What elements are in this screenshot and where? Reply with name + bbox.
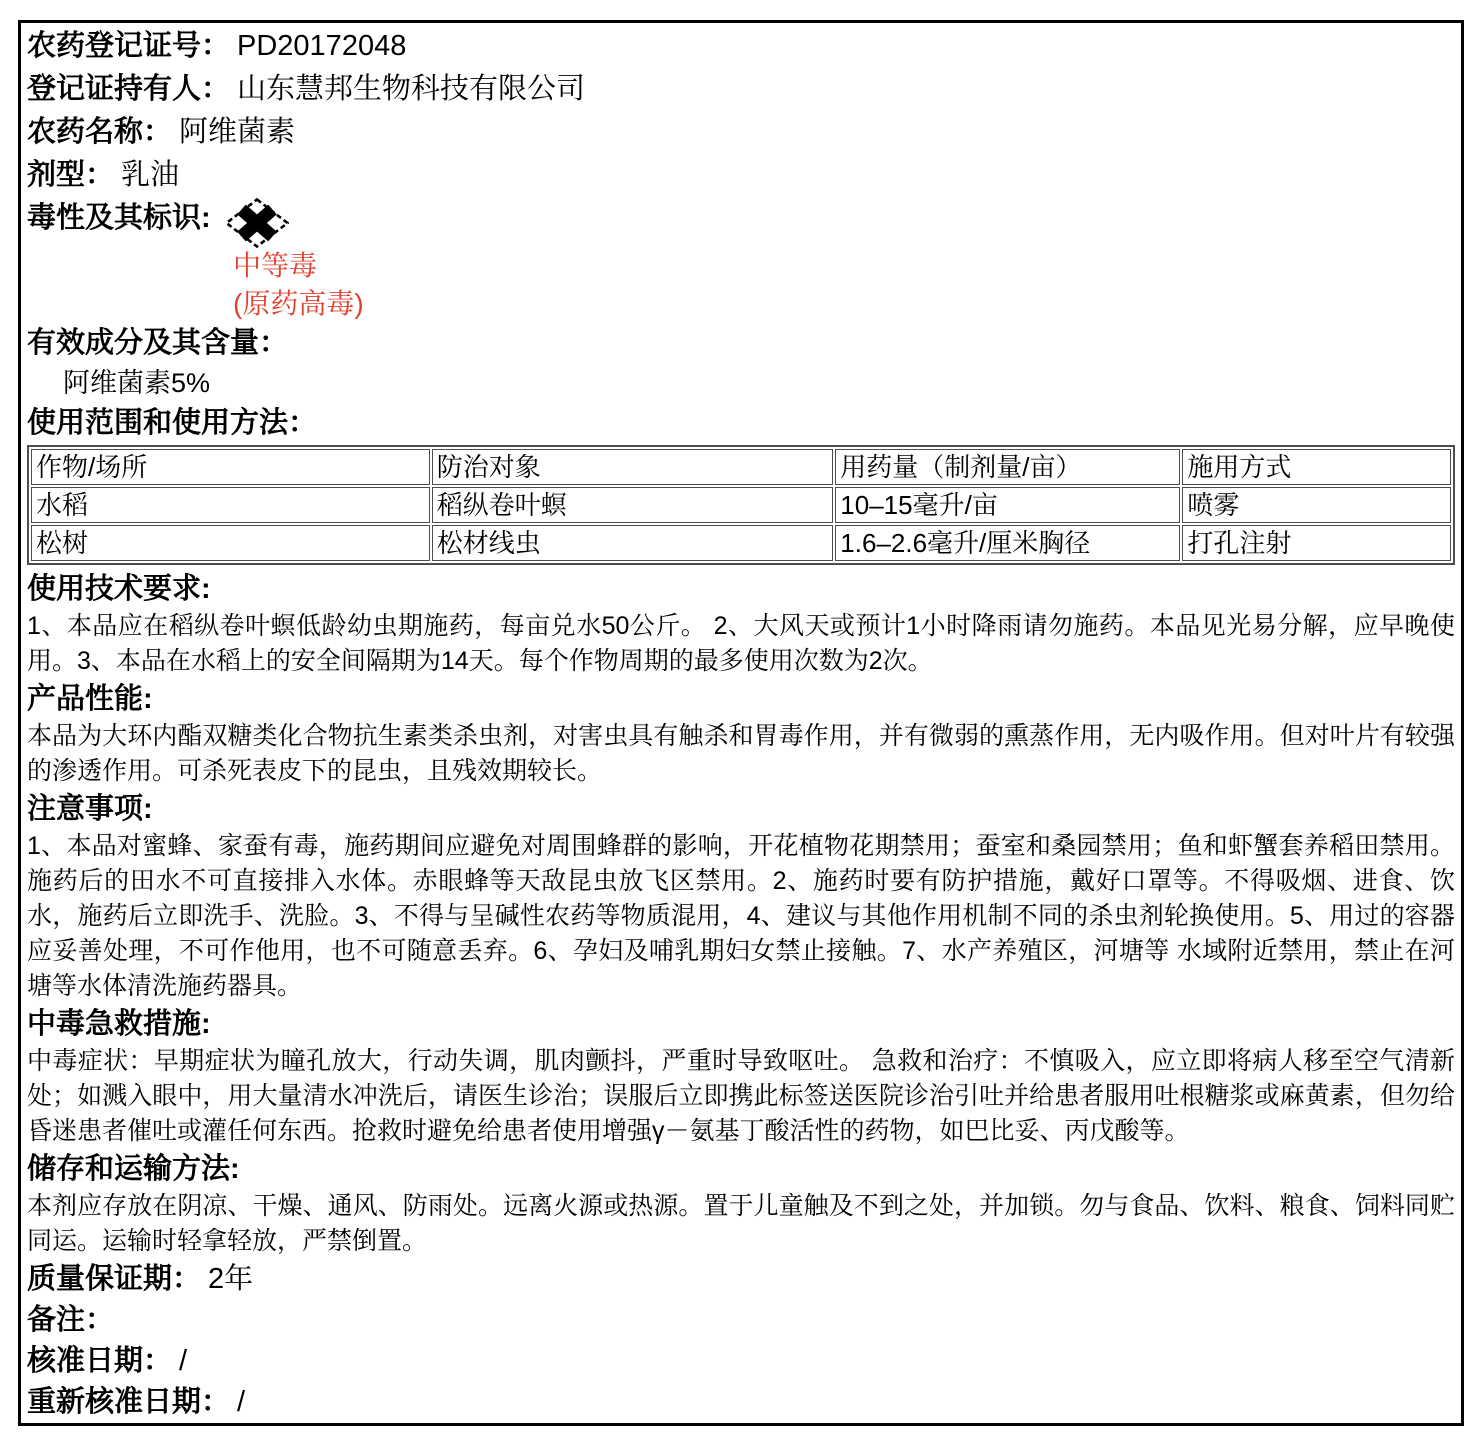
usage-table bbox=[27, 445, 1455, 565]
active-ingredient-value: 阿维菌素5% bbox=[63, 368, 211, 398]
shelf-life-value: 2年 bbox=[208, 1263, 254, 1295]
table-cell: 打孔注射 bbox=[1182, 525, 1451, 561]
section-first-aid bbox=[27, 1004, 1455, 1149]
section-product-performance bbox=[27, 679, 1455, 789]
section-body: 本剂应存放在阴凉、干燥、通风、防雨处。远离火源或热源。置于儿童触及不到之处，并加锁。勿与食品、饮料、粮食、饲料同贮同运。运输时轻拿轻放，严禁倒置。 bbox=[27, 1192, 1455, 1255]
usage-table-row bbox=[31, 487, 1451, 523]
usage-table-heading-label: 使用范围和使用方法： bbox=[27, 407, 318, 439]
usage-table-heading bbox=[27, 403, 1455, 443]
toxicity-level-note: (原药高毒) bbox=[233, 288, 364, 319]
pesticide-registration-document bbox=[18, 20, 1464, 1426]
table-header-target: 防治对象 bbox=[432, 449, 834, 485]
table-cell: 水稻 bbox=[31, 487, 430, 523]
table-cell: 松材线虫 bbox=[432, 525, 834, 561]
table-cell: 1.6–2.6毫升/厘米胸径 bbox=[835, 525, 1180, 561]
field-remarks bbox=[27, 1300, 1455, 1341]
usage-table-header-row bbox=[31, 449, 1451, 485]
field-reapproval-date bbox=[27, 1382, 1455, 1423]
toxicity-label: 毒性及其标识: bbox=[27, 202, 211, 234]
section-body: 1、本品应在稻纵卷叶螟低龄幼虫期施药，每亩兑水50公斤。 2、大风天或预计1小时降雨请勿施药。本品见光易分解，应早晚使用。3、本品在水稻上的安全间隔期为14天。每个作物周期的最多使用次数为2次。 bbox=[27, 612, 1455, 675]
section-storage-transport bbox=[27, 1149, 1455, 1259]
section-precautions bbox=[27, 789, 1455, 1004]
section-heading: 使用技术要求: bbox=[27, 573, 211, 605]
section-heading: 产品性能: bbox=[27, 683, 153, 715]
formulation-value: 乳油 bbox=[121, 159, 180, 191]
section-heading: 储存和运输方法: bbox=[27, 1153, 240, 1185]
approval-date-label: 核准日期： bbox=[27, 1345, 173, 1377]
pesticide-name-label: 农药名称： bbox=[27, 116, 173, 148]
registration-number-value: PD20172048 bbox=[237, 30, 407, 62]
section-body: 1、本品对蜜蜂、家蚕有毒，施药期间应避免对周围蜂群的影响，开花植物花期禁用；蚕室和桑园禁用；鱼和虾蟹套养稻田禁用。施药后的田水不可直接排入水体。赤眼蜂等天敌昆虫放飞区禁用。2、施药时要有防护措施，戴好口罩等。不得吸烟、进食、饮水，施药后立即洗手、洗脸。3、不得与呈碱性农药等物质混用，4、建议与其他作用机制不同的杀虫剂轮换使用。5、用过的容器应妥善处理，不可作他用，也不可随意丢弃。6、孕妇及哺乳期妇女禁止接触。7、水产养殖区，河塘等 水域附近禁用，禁止在河塘等水体清洗施药器具。 bbox=[27, 832, 1455, 1000]
reapproval-date-label: 重新核准日期： bbox=[27, 1386, 231, 1418]
certificate-holder-label: 登记证持有人： bbox=[27, 73, 231, 105]
section-usage-requirements bbox=[27, 569, 1455, 679]
table-cell: 松树 bbox=[31, 525, 430, 561]
table-cell: 10–15毫升/亩 bbox=[835, 487, 1180, 523]
section-heading: 中毒急救措施: bbox=[27, 1008, 211, 1040]
section-body: 本品为大环内酯双糖类化合物抗生素类杀虫剂，对害虫具有触杀和胃毒作用，并有微弱的熏蒸作用，无内吸作用。但对叶片有较强的渗透作用。可杀死表皮下的昆虫，且残效期较长。 bbox=[27, 722, 1455, 785]
table-cell: 喷雾 bbox=[1182, 487, 1451, 523]
table-cell: 稻纵卷叶螟 bbox=[432, 487, 834, 523]
table-header-dosage: 用药量（制剂量/亩） bbox=[835, 449, 1180, 485]
reapproval-date-value: / bbox=[237, 1386, 246, 1418]
registration-number-label: 农药登记证号： bbox=[27, 30, 231, 62]
section-body: 中毒症状：早期症状为瞳孔放大，行动失调，肌肉颤抖，严重时导致呕吐。 急救和治疗：不慎吸入，应立即将病人移至空气清新处；如溅入眼中，用大量清水冲洗后，请医生诊治；误服后立即携此标签送医院诊治引吐并给患者服用吐根糖浆或麻黄素，但勿给昏迷患者催吐或灌任何东西。抢救时避免给患者使用增强γ－氨基丁酸活性的药物，如巴比妥、丙戊酸等。 bbox=[27, 1047, 1455, 1145]
field-approval-date bbox=[27, 1341, 1455, 1382]
field-pesticide-name bbox=[27, 111, 1455, 154]
section-heading: 注意事项: bbox=[27, 793, 153, 825]
certificate-holder-value: 山东慧邦生物科技有限公司 bbox=[237, 73, 586, 105]
table-header-method: 施用方式 bbox=[1182, 449, 1451, 485]
pesticide-name-value: 阿维菌素 bbox=[179, 116, 296, 148]
field-registration-number bbox=[27, 25, 1455, 68]
active-ingredient-heading bbox=[27, 323, 1455, 363]
usage-table-row bbox=[31, 525, 1451, 561]
field-certificate-holder bbox=[27, 68, 1455, 111]
toxicity-level: 中等毒 bbox=[233, 250, 318, 281]
field-toxicity bbox=[27, 197, 1455, 247]
active-ingredient-label: 有效成分及其含量： bbox=[27, 327, 289, 359]
toxicity-level-text bbox=[233, 247, 1455, 323]
shelf-life-label: 质量保证期： bbox=[27, 1263, 202, 1295]
approval-date-value: / bbox=[179, 1345, 188, 1377]
field-formulation bbox=[27, 154, 1455, 197]
field-shelf-life bbox=[27, 1259, 1455, 1300]
remarks-label: 备注： bbox=[27, 1304, 115, 1336]
table-header-crop: 作物/场所 bbox=[31, 449, 430, 485]
formulation-label: 剂型： bbox=[27, 159, 115, 191]
